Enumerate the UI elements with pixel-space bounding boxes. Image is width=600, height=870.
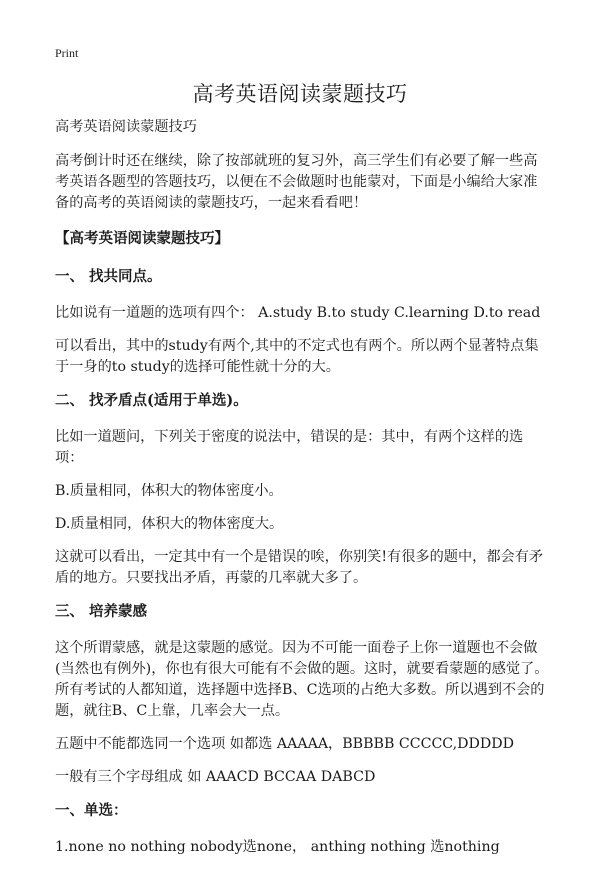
intro-paragraph: 高考倒计时还在继续，除了按部就班的复习外，高三学生们有必要了解一些高考英语各题型的答题技巧，以便在不会做题时也能蒙对，下面是小编给大家准备的高考的英语阅读的蒙题技巧，一起来看看吧！ bbox=[55, 153, 538, 211]
paragraph-three-letters: 一般有三个字母组成 如 AAACD BCCAA DABCD bbox=[55, 769, 376, 785]
paragraph-example-options: 比如说有一道题的选项有四个： A.study B.to study C.learning D.to read bbox=[55, 305, 541, 321]
heading-contradiction: 二、 找矛盾点(适用于单选)。 bbox=[55, 392, 248, 409]
document-subtitle: 高考英语阅读蒙题技巧 bbox=[55, 119, 197, 135]
paragraph-contradiction-analysis: 这就可以看出，一定其中有一个是错误的唉，你别笑!有很多的题中，都会有矛盾的地方。只要找出矛盾，再蒙的几率就大多了。 bbox=[55, 549, 544, 586]
paragraph-option-d: D.质量相同，体积大的物体密度大。 bbox=[55, 516, 284, 532]
paragraph-none-nothing: 1.none no nothing nobody选none， anthing nothing 选nothing bbox=[55, 839, 500, 855]
page-title: 高考英语阅读蒙题技巧 bbox=[192, 82, 408, 106]
paragraph-density-question: 比如一道题问，下列关于密度的说法中，错误的是：其中，有两个这样的选项： bbox=[55, 429, 524, 466]
document-body bbox=[55, 117, 550, 870]
heading-common-points: 一、 找共同点。 bbox=[55, 268, 162, 285]
heading-single-choice: 一、单选： bbox=[55, 802, 128, 819]
heading-guess-sense: 三、 培养蒙感 bbox=[55, 603, 148, 620]
paragraph-five-questions: 五题中不能都选同一个选项 如都选 AAAAA，BBBBB CCCCC,DDDDD bbox=[55, 736, 515, 752]
section-title: 【高考英语阅读蒙题技巧】 bbox=[55, 230, 229, 247]
print-label[interactable]: Print bbox=[55, 46, 79, 60]
paragraph-option-b: B.质量相同，体积大的物体密度小。 bbox=[55, 483, 283, 499]
paragraph-common-analysis: 可以看出，其中的study有两个,其中的不定式也有两个。所以两个显著特点集于一身的to study的选择可能性就十分的大。 bbox=[55, 338, 539, 375]
paragraph-guess-sense: 这个所谓蒙感，就是这蒙题的感觉。因为不可能一面卷子上你一道题也不会做(当然也有例外)，你也有很大可能有不会做的题。这时，就要看蒙题的感觉了。所有考试的人都知道，选择题中选择B、C选项的占绝大多数。所以遇到不会的题，就往B、C上靠，几率会大一点。 bbox=[55, 640, 549, 719]
